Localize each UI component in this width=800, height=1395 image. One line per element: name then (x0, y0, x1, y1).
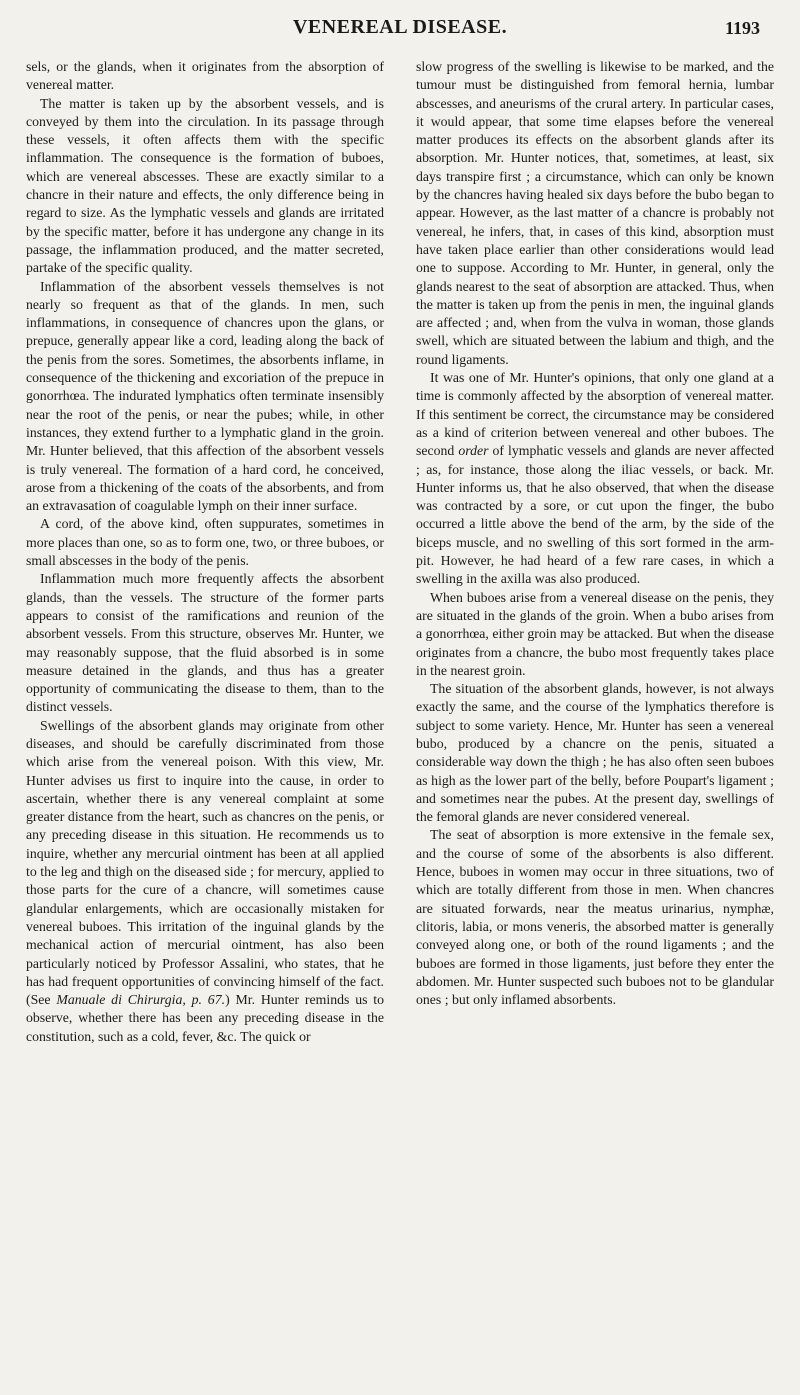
paragraph: Swellings of the absorbent glands may originate from other diseases, and should be carefully discriminated from those which arise from the venereal poison. With this view, Mr. Hunter advises us first to inquire into the cause, in order to ascertain, whether there is any venereal complaint at some greater distance from the heart, such as chancres on the penis, or any preceding disease in this situation. He recommends us to inquire, whether any mercurial ointment has been at all applied to the leg and thigh on the diseased side ; for mercury, applied to those parts for the cure of a chancre, will sometimes cause glandular enlargements, which are occasionally mistaken for venereal buboes. This irritation of the inguinal glands by the mechanical action of mercurial ointment, has also been particularly noticed by Professor Assalini, who states, that he has had frequent opportunities of convincing himself of the fact. (See Manuale di Chirurgia, p. 67.) Mr. Hunter reminds us to observe, whether there has been any preceding disease in the constitution, such as a cold, fever, &c. The quick or (26, 717, 384, 1044)
paragraph: The situation of the absorbent glands, however, is not always exactly the same, and the course of the lymphatics therefore is subject to some variety. Hence, Mr. Hunter has seen a venereal bubo, produced by a chancre on the penis, situated a considerable way down the thigh ; he has also often seen buboes as high as the lower part of the belly, before Poupart's ligament ; and sometimes near the pubes. At the present day, swellings of the femoral glands are never considered venereal. (416, 681, 774, 825)
left-column (26, 58, 384, 1046)
paragraph: When buboes arise from a venereal disease on the penis, they are situated in the glands of the groin. When a bubo arises from a gonorrhœa, either groin may be attacked. But when the disease originates from a chancre, the bubo most frequently takes place in the nearest groin. (416, 589, 774, 678)
paragraph: Inflammation of the absorbent vessels themselves is not nearly so frequent as that of the glands. In men, such inflammations, in consequence of chancres upon the glans, or prepuce, generally appear like a cord, leading along the back of the penis from the sores. Sometimes, the absorbents inflame, in consequence of the thickening and excoriation of the prepuce in gonorrhœa. The indurated lymphatics often terminate insensibly near the root of the penis, or near the pubes; while, in other instances, they extend further to a lymphatic gland in the groin. Mr. Hunter believed, that this affection of the absorbent vessels is truly venereal. The formation of a hard cord, he conceived, arose from a thickening of the coats of the absorbents, and from an extravasation of coagulable lymph on their inner surface. (26, 278, 384, 514)
paragraph: Inflammation much more frequently affects the absorbent glands, than the vessels. The structure of the former parts appears to consist of the ramifications and reunion of the absorbent vessels. From this structure, observes Mr. Hunter, we may reasonably suppose, that the fluid absorbed is in some measure detained in the glands, and thus has a greater opportunity of communicating the disease to them, than to the distinct vessels. (26, 571, 384, 715)
paragraph: A cord, of the above kind, often suppurates, sometimes in more places than one, so as to form one, two, or three buboes, or small abscesses in the body of the penis. (26, 516, 384, 569)
page-title: VENEREAL DISEASE. (292, 16, 508, 38)
running-head (0, 16, 800, 44)
paragraph: sels, or the glands, when it originates from the absorption of venereal matter. (26, 59, 384, 93)
paragraph: It was one of Mr. Hunter's opinions, that only one gland at a time is commonly affected by the absorption of venereal matter. If this sentiment be correct, the circumstance may be considered as a kind of criterion between venereal and other buboes. The second order of lymphatic vessels and glands are never affected ; as, for instance, those along the iliac vessels, or back. Mr. Hunter informs us, that he also observed, that when the disease was contracted by a sore, or cut upon the finger, the bubo occurred a little above the bend of the arm, by the side of the biceps muscle, and no swelling of this sort formed in the arm-pit. However, he had heard of a few rare cases, in which a swelling in the axilla was also produced. (416, 370, 775, 587)
emphasis-italic: order (458, 443, 489, 459)
right-column (416, 58, 774, 1009)
paragraph: slow progress of the swelling is likewise to be marked, and the tumour must be distinguished from femoral hernia, lumbar abscesses, and aneurisms of the crural artery. In particular cases, it would appear, that some time elapses before the venereal matter produces its effects on the absorbent glands after its absorption. Mr. Hunter notices, that, sometimes, at least, six days transpire first ; a circumstance, which can only be known by the chancres having healed six days before the bubo began to appear. However, as the last matter of a chancre is probably not venereal, he infers, that, in cases of this kind, absorption must have taken place earlier than other considerations would lead one to suppose. According to Mr. Hunter, in general, only the glands nearest to the seat of absorption are attacked. Thus, when the matter is taken up from the penis in men, the inguinal glands are affected ; and, when from the vulva in woman, those glands swell, which are situated between the labium and thigh, and the round ligaments. (416, 59, 774, 367)
paragraph: The seat of absorption is more extensive in the female sex, and the course of some of the absorbents is also different. Hence, buboes in women may occur in three situations, two of which are totally different from those in men. When chancres are situated forwards, near the meatus urinarius, nymphæ, clitoris, labia, or mons veneris, the absorbed matter is generally conveyed along one, or both of the round ligaments ; and the buboes are formed in those ligaments, just before they enter the abdomen. Mr. Hunter suspected such buboes not to be glandular ones ; but only inflamed absorbents. (416, 827, 774, 1008)
paragraph: The matter is taken up by the absorbent vessels, and is conveyed by them into the circulation. In its passage through these vessels, it often affects them with the specific inflammation. The consequence is the formation of buboes, which are venereal abscesses. These are exactly similar to a chancre in their nature and effects, the only difference being in regard to size. As the lymphatic vessels and glands are irritated by the specific matter, before it has undergone any change in its passage, the inflammation produced, and the matter secreted, partake of the specific quality. (26, 95, 384, 276)
citation-italic: Manuale di Chirurgia, p. 67. (56, 992, 226, 1008)
page-number: 1193 (724, 18, 760, 38)
